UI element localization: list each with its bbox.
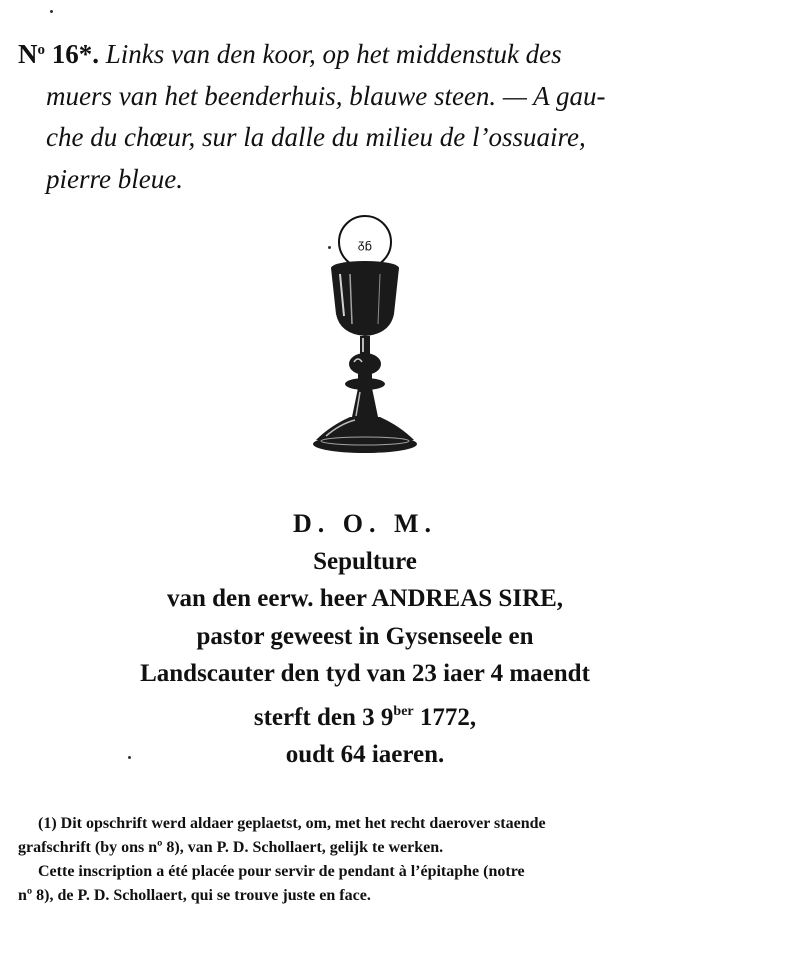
- footnote-line-3: Cette inscription a été placée pour servir de pendant à l’épitaphe (notre: [38, 863, 525, 880]
- entry-heading: [18, 30, 758, 200]
- epitaph-inscription: [0, 505, 730, 774]
- footnote-line-1: (1) Dit opschrift werd aldaer geplaetst, om, met het recht daerover staende: [38, 815, 546, 832]
- inscription-line-5: sterft den 3 $9^{ber}$ 1772,: [253, 703, 477, 731]
- heading-line-4: pierre bleue.: [46, 163, 183, 194]
- heading-line-1: $N^o$ 16*. Links van den koor, op het middenstuk des: [18, 39, 562, 69]
- svg-text:ᵹᵷ: ᵹᵷ: [357, 237, 373, 251]
- footnote-line-2: grafschrift (by ons nº 8), van P. D. Schollaert, gelijk te werken.: [18, 839, 444, 856]
- scan-speck: [50, 10, 53, 13]
- inscription-line-3: pastor geweest in Gysenseele en: [196, 622, 534, 650]
- inscription-line-4: Landscauter den tyd van 23 iaer 4 maendt: [140, 660, 590, 687]
- chalice-with-host-icon: [300, 212, 430, 467]
- inscription-dom: D. O. M.: [292, 509, 438, 538]
- footnote-line-4: nº 8), de P. D. Schollaert, qui se trouve juste en face.: [18, 887, 371, 904]
- footnote: [18, 812, 738, 908]
- inscription-line-2: van den eerw. heer ANDREAS SIRE,: [166, 585, 564, 612]
- entry-number: $N^o$ 16*.: [18, 39, 99, 69]
- inscription-line-6: oudt 64 iaeren.: [285, 741, 445, 768]
- heading-line-2: muers van het beenderhuis, blauwe steen. — A gau-: [46, 80, 606, 111]
- inscription-line-1: Sepulture: [313, 547, 417, 575]
- heading-line-3: che du chœur, sur la dalle du milieu de l’ossuaire,: [46, 122, 586, 152]
